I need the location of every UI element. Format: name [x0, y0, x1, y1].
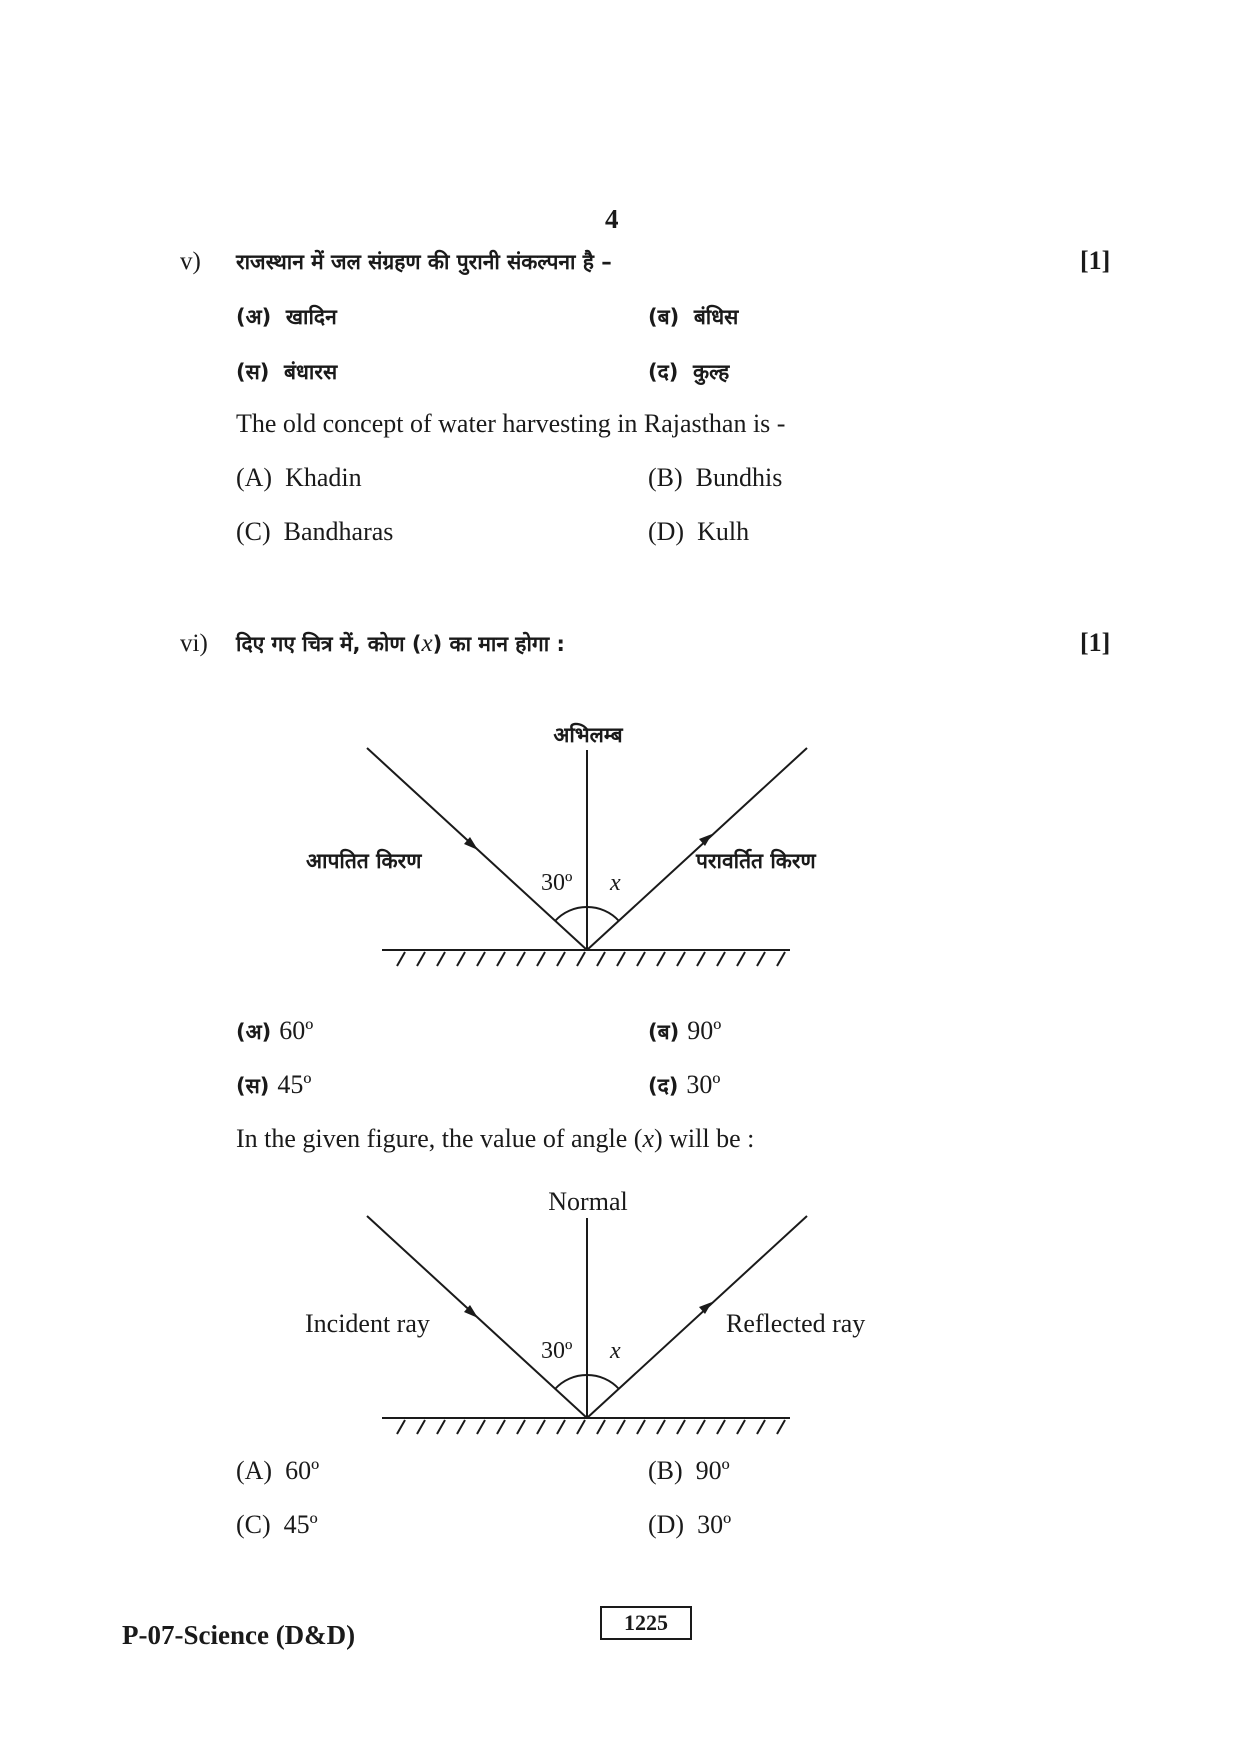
- option-text: बंधिस: [693, 305, 739, 329]
- option-hindi: [648, 1070, 720, 1100]
- option-label: (स): [236, 360, 270, 384]
- reflected-ray-label: Reflected ray: [726, 1309, 866, 1338]
- question-text-english: In the given figure, the value of angle (x) will be :: [236, 1124, 755, 1153]
- option-text: कुल्ह: [692, 360, 730, 384]
- option-text: 60º: [279, 1016, 314, 1045]
- option-english: [236, 1456, 319, 1486]
- option-label: (द): [648, 1074, 679, 1098]
- option-english: [236, 463, 362, 493]
- option-label: (अ): [236, 1020, 272, 1044]
- incident-ray-label: Incident ray: [305, 1309, 430, 1338]
- incident-ray-label: आपतित किरण: [306, 849, 422, 873]
- mirror-hatching: [397, 952, 785, 966]
- option-english: [648, 517, 749, 547]
- option-hindi: [236, 358, 337, 386]
- option-text: Khadin: [285, 463, 362, 492]
- option-english: [648, 1510, 731, 1540]
- question-text-english: The old concept of water harvesting in Rajasthan is -: [236, 409, 786, 438]
- option-text: 60º: [285, 1456, 320, 1485]
- angle-arc-reflected: [587, 1375, 619, 1389]
- reflection-figure-english: [0, 1168, 1241, 1448]
- option-text: Bundhis: [695, 463, 783, 492]
- option-text: 90º: [695, 1456, 730, 1485]
- option-text: बंधारस: [284, 360, 338, 384]
- option-label: (A): [236, 463, 273, 492]
- question-marks: [1]: [1080, 628, 1111, 657]
- question-text-hindi: [236, 630, 565, 658]
- normal-label: अभिलम्ब: [553, 723, 623, 747]
- option-label: (A): [236, 1456, 273, 1485]
- option-label: (ब): [648, 1020, 680, 1044]
- angle-unknown-label: x: [610, 1338, 621, 1364]
- option-label: (B): [648, 463, 683, 492]
- option-label: (द): [648, 360, 679, 384]
- option-hindi: [236, 1070, 311, 1100]
- option-english: [236, 1510, 318, 1540]
- question-number: v): [180, 248, 201, 275]
- option-hindi: [236, 1016, 313, 1046]
- page-code-box: 1225: [600, 1606, 692, 1640]
- angle-arc-reflected: [587, 907, 619, 921]
- option-text: Bandharas: [283, 517, 394, 546]
- option-hindi: [648, 358, 729, 386]
- option-text: 45º: [277, 1070, 312, 1099]
- option-text: 90º: [687, 1016, 722, 1045]
- option-label: (ब): [648, 305, 680, 329]
- option-hindi: [648, 1016, 721, 1046]
- question-text-part: दिए गए चित्र में, कोण (x) का मान होगा :: [236, 630, 565, 657]
- option-text: खादिन: [285, 305, 337, 329]
- option-text: Kulh: [697, 517, 750, 546]
- question-marks: [1]: [1080, 246, 1111, 275]
- normal-label: Normal: [548, 1187, 628, 1216]
- option-text: 30º: [686, 1070, 721, 1099]
- option-english: [236, 517, 393, 547]
- angle-unknown-label: x: [610, 870, 621, 896]
- option-label: (D): [648, 517, 685, 546]
- reflection-figure-hindi: [0, 700, 1241, 980]
- option-label: (D): [648, 1510, 685, 1539]
- question-number: vi): [180, 630, 208, 657]
- option-hindi: [648, 303, 738, 331]
- angle-arc-incident: [555, 907, 587, 921]
- option-hindi: [236, 303, 337, 331]
- option-label: (C): [236, 517, 271, 546]
- paper-code: P-07-Science (D&D): [122, 1620, 356, 1650]
- angle-given-label: 30º: [541, 1338, 573, 1364]
- option-text: 30º: [697, 1510, 732, 1539]
- option-english: [648, 463, 782, 493]
- option-label: (स): [236, 1074, 270, 1098]
- question-text-hindi: राजस्थान में जल संग्रहण की पुरानी संकल्पना है –: [236, 250, 612, 274]
- option-label: (अ): [236, 305, 272, 329]
- option-label: (B): [648, 1456, 683, 1485]
- angle-arc-incident: [555, 1375, 587, 1389]
- reflected-ray-label: परावर्तित किरण: [696, 849, 816, 873]
- option-english: [648, 1456, 730, 1486]
- mirror-hatching: [397, 1420, 785, 1434]
- option-text: 45º: [283, 1510, 318, 1539]
- angle-given-label: 30º: [541, 870, 573, 896]
- page-number: 4: [605, 204, 619, 234]
- option-label: (C): [236, 1510, 271, 1539]
